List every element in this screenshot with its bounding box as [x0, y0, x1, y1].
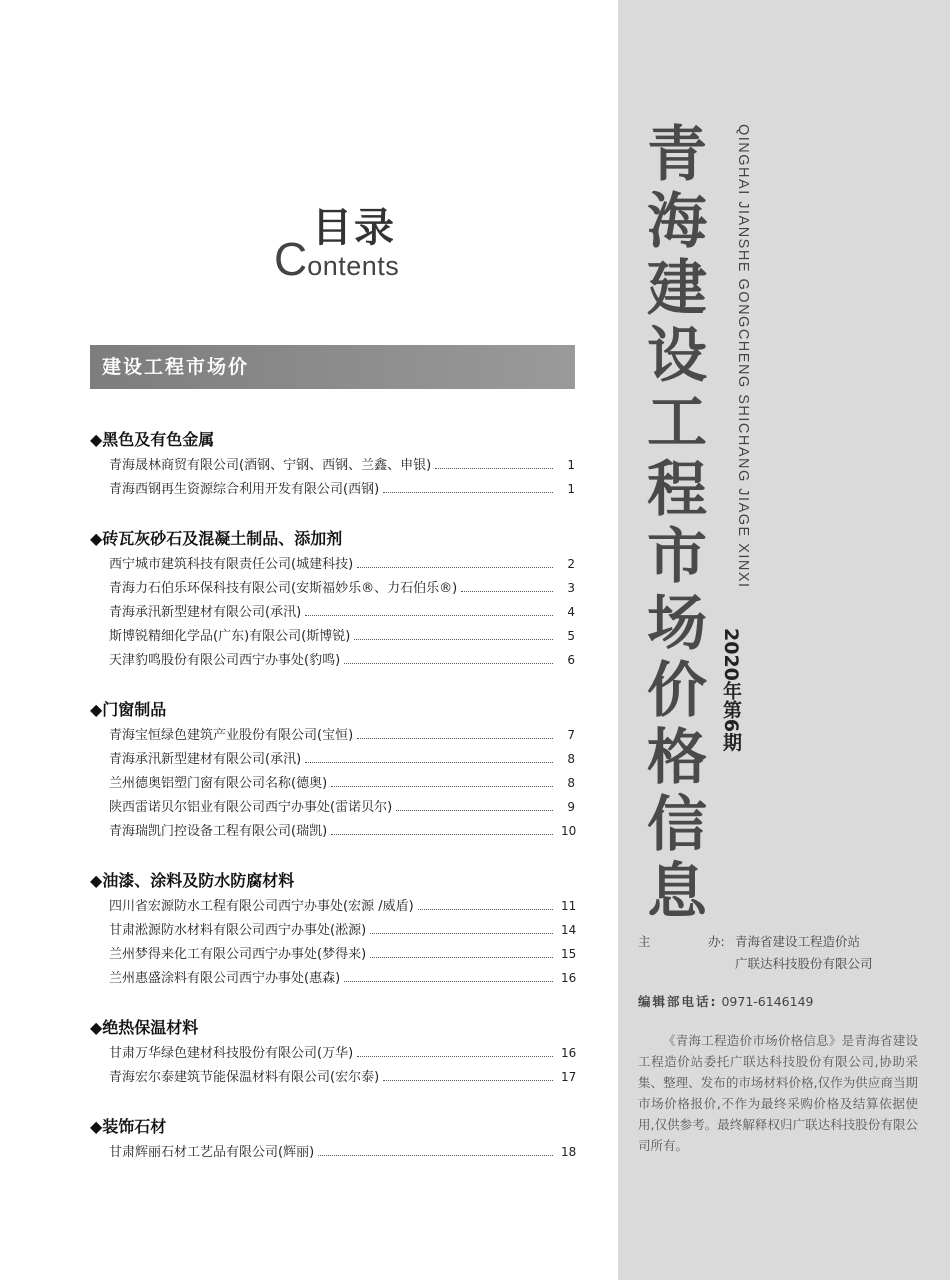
- toc-entry[interactable]: [90, 552, 575, 576]
- issue-number: 2020年第6期: [720, 628, 742, 752]
- entry-company: 天津豹鸣股份有限公司西宁办事处(豹鸣): [109, 653, 341, 668]
- entry-page-number: 16: [561, 971, 577, 985]
- table-of-contents: [90, 427, 575, 1189]
- toc-title-english: [274, 232, 399, 286]
- entry-company: 四川省宏源防水工程有限公司西宁办事处(宏源 /威盾): [109, 899, 414, 914]
- sponsor-label-b: 办:: [708, 934, 725, 949]
- entry-company: 青海力石伯乐环保科技有限公司(安斯福妙乐®、力石伯乐®): [109, 581, 458, 596]
- dot-leader: [383, 1080, 553, 1081]
- toc-title-rest: ontents: [307, 251, 400, 281]
- category-heading: ◆油漆、涂料及防水防腐材料: [90, 871, 295, 890]
- section-heading: 建设工程市场价: [90, 345, 575, 389]
- title-character: 建: [647, 254, 707, 324]
- entry-company: 兰州惠盛涂料有限公司西宁办事处(惠森): [109, 971, 341, 986]
- entry-page-number: 16: [561, 1046, 577, 1060]
- toc-entry[interactable]: [90, 723, 575, 747]
- entry-company: 青海宏尔泰建筑节能保温材料有限公司(宏尔泰): [109, 1070, 380, 1085]
- sponsor-label-a: 主: [638, 934, 651, 949]
- entry-company: 青海宝恒绿色建筑产业股份有限公司(宝恒): [109, 728, 354, 743]
- toc-entry[interactable]: [90, 1140, 575, 1164]
- entry-page-number: 14: [561, 923, 577, 937]
- entry-page-number: 4: [567, 605, 575, 619]
- toc-entry[interactable]: [90, 894, 575, 918]
- entry-page-number: 1: [567, 458, 575, 472]
- dot-leader: [357, 738, 553, 739]
- entry-page-number: 2: [567, 557, 575, 571]
- entry-company: 青海承汛新型建材有限公司(承汛): [109, 752, 302, 767]
- entry-company: 斯博锐精细化学品(广东)有限公司(斯博锐): [109, 629, 351, 644]
- entry-company: 青海承汛新型建材有限公司(承汛): [109, 605, 302, 620]
- sponsor-2: 广联达科技股份有限公司: [735, 956, 873, 971]
- entry-company: 青海西钢再生资源综合利用开发有限公司(西钢): [109, 482, 380, 497]
- entry-company: 西宁城市建筑科技有限责任公司(城建科技): [109, 557, 354, 572]
- dot-leader: [331, 786, 553, 787]
- title-character: 市: [647, 522, 707, 592]
- entry-page-number: 8: [567, 776, 575, 790]
- entry-page-number: 15: [561, 947, 577, 961]
- title-character: 程: [647, 455, 707, 525]
- toc-category: [90, 1015, 575, 1089]
- toc-category: [90, 868, 575, 990]
- category-heading: ◆绝热保温材料: [90, 1018, 199, 1037]
- entry-company: 青海瑞凯门控设备工程有限公司(瑞凯): [109, 824, 328, 839]
- dot-leader: [305, 615, 553, 616]
- toc-entry[interactable]: [90, 819, 575, 843]
- toc-entry[interactable]: [90, 453, 575, 477]
- toc-entry[interactable]: [90, 477, 575, 501]
- entry-page-number: 3: [567, 581, 575, 595]
- dot-leader: [461, 591, 553, 592]
- entry-company: 甘肃万华绿色建材科技股份有限公司(万华): [109, 1046, 354, 1061]
- dot-leader: [354, 639, 553, 640]
- entry-company: 青海晟林商贸有限公司(酒钢、宁钢、西钢、兰鑫、申银): [109, 458, 432, 473]
- phone-label: 编辑部电话:: [638, 994, 718, 1009]
- toc-entry[interactable]: [90, 795, 575, 819]
- entry-company: 甘肃辉丽石材工艺品有限公司(辉丽): [109, 1145, 315, 1160]
- toc-category: [90, 526, 575, 672]
- entry-page-number: 1: [567, 482, 575, 496]
- toc-entry[interactable]: [90, 624, 575, 648]
- entry-page-number: 17: [561, 1070, 577, 1084]
- toc-entry[interactable]: [90, 1041, 575, 1065]
- title-character: 场: [647, 589, 707, 659]
- dot-leader: [331, 834, 553, 835]
- dot-leader: [370, 957, 553, 958]
- toc-entry[interactable]: [90, 600, 575, 624]
- dot-leader: [305, 762, 553, 763]
- dot-leader: [318, 1155, 553, 1156]
- dot-leader: [435, 468, 553, 469]
- entry-company: 兰州德奥铝塑门窗有限公司名称(德奥): [109, 776, 328, 791]
- title-character: 青: [647, 120, 707, 190]
- toc-entry[interactable]: [90, 747, 575, 771]
- title-character: 价: [647, 656, 707, 726]
- dot-leader: [357, 567, 553, 568]
- toc-entry[interactable]: [90, 576, 575, 600]
- toc-entry[interactable]: [90, 771, 575, 795]
- entry-page-number: 6: [567, 653, 575, 667]
- dot-leader: [344, 663, 553, 664]
- entry-company: 甘肃淞源防水材料有限公司西宁办事处(淞源): [109, 923, 367, 938]
- title-character: 息: [647, 857, 707, 927]
- entry-company: 陕西雷诺贝尔铝业有限公司西宁办事处(雷诺贝尔): [109, 800, 393, 815]
- magazine-title-vertical: [642, 122, 712, 926]
- entry-page-number: 8: [567, 752, 575, 766]
- dot-leader: [396, 810, 553, 811]
- phone-number: 0971-6146149: [721, 994, 814, 1009]
- toc-category: [90, 697, 575, 843]
- entry-page-number: 9: [567, 800, 575, 814]
- entry-page-number: 11: [561, 899, 577, 913]
- toc-category: [90, 1114, 575, 1164]
- title-character: 工: [647, 388, 707, 458]
- entry-page-number: 10: [561, 824, 577, 838]
- toc-entry[interactable]: [90, 966, 575, 990]
- title-character: 设: [647, 321, 707, 391]
- dot-leader: [418, 909, 553, 910]
- title-character: 格: [647, 723, 707, 793]
- disclaimer-text: 《青海工程造价市场价格信息》是青海省建设工程造价站委托广联达科技股份有限公司,协助采集、整理、发布的市场材料价格,仅作为供应商当期市场价格报价,不作为最终采购价格及结算依据使用,仅供参考。最终解释权归广联达科技股份有限公司所有。: [638, 1033, 918, 1153]
- category-heading: ◆黑色及有色金属: [90, 430, 215, 449]
- toc-category: [90, 427, 575, 501]
- category-heading: ◆砖瓦灰砂石及混凝土制品、添加剂: [90, 529, 343, 548]
- dot-leader: [383, 492, 553, 493]
- editorial-phone: [638, 992, 813, 1010]
- toc-title-chinese: 目录: [312, 205, 396, 251]
- category-heading: ◆门窗制品: [90, 700, 167, 719]
- sponsor-1: 青海省建设工程造价站: [735, 934, 861, 949]
- toc-entry[interactable]: [90, 942, 575, 966]
- entry-page-number: 18: [561, 1145, 577, 1159]
- magazine-title-pinyin: QINGHAI JIANSHE GONGCHENG SHICHANG JIAGE XINXI: [735, 124, 751, 589]
- entry-company: 兰州梦得来化工有限公司西宁办事处(梦得来): [109, 947, 367, 962]
- toc-title-initial: C: [274, 233, 308, 285]
- toc-entry[interactable]: [90, 918, 575, 942]
- dot-leader: [344, 981, 553, 982]
- entry-page-number: 5: [567, 629, 575, 643]
- dot-leader: [370, 933, 553, 934]
- title-character: 海: [647, 187, 707, 257]
- title-character: 信: [647, 790, 707, 860]
- toc-entry[interactable]: [90, 648, 575, 672]
- dot-leader: [357, 1056, 553, 1057]
- category-heading: ◆装饰石材: [90, 1117, 167, 1136]
- toc-entry[interactable]: [90, 1065, 575, 1089]
- entry-page-number: 7: [567, 728, 575, 742]
